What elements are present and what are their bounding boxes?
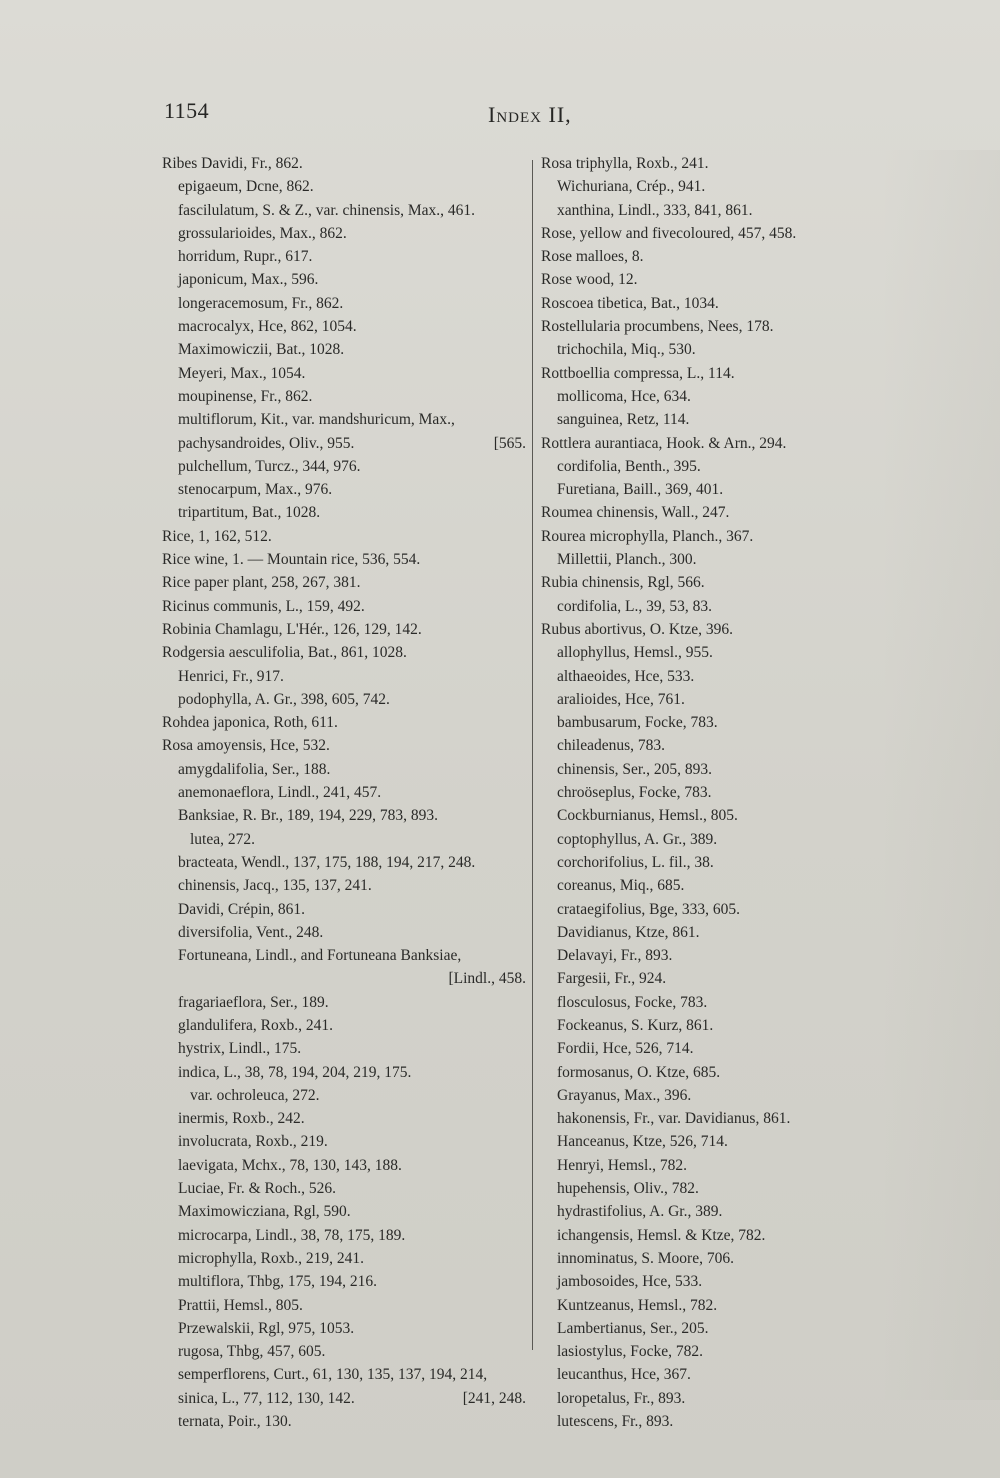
index-entry-text: Davidianus, Ktze, 861. [557, 923, 700, 941]
index-entry-text: microcarpa, Lindl., 38, 78, 175, 189. [178, 1226, 406, 1244]
index-entry [162, 362, 526, 385]
index-entry [541, 455, 871, 478]
index-entry-text: Luciae, Fr. & Roch., 526. [178, 1180, 336, 1198]
index-entry [162, 292, 526, 315]
index-entry-text: lutea, 272. [190, 830, 255, 848]
index-entry [541, 525, 871, 548]
index-entry [162, 1317, 526, 1340]
index-entry-text: ternata, Poir., 130. [178, 1413, 292, 1431]
index-entry-text: coreanus, Miq., 685. [557, 877, 685, 895]
index-entry-text: stenocarpum, Max., 976. [178, 481, 333, 499]
index-entry [541, 1107, 871, 1130]
index-entry [541, 1270, 871, 1293]
index-entry [541, 828, 871, 851]
index-entry [162, 385, 526, 408]
index-entry-text: anemonaeflora, Lindl., 241, 457. [178, 784, 382, 802]
index-entry [541, 781, 871, 804]
index-entry [541, 898, 871, 921]
index-entry-text: involucrata, Roxb., 219. [178, 1133, 328, 1151]
index-entry [162, 1294, 526, 1317]
index-entry-text: Maximowiczii, Bat., 1028. [178, 341, 345, 359]
index-entry-text: Meyeri, Max., 1054. [178, 364, 306, 382]
index-entry-text: Rottlera aurantiaca, Hook. & Arn., 294. [541, 434, 787, 452]
index-entry [162, 338, 526, 361]
index-entry [541, 268, 871, 291]
index-entry [541, 478, 871, 501]
index-entry [162, 571, 526, 594]
index-entry-text: multiflora, Thbg, 175, 194, 216. [178, 1273, 378, 1291]
index-entry-text: ichangensis, Hemsl. & Ktze, 782. [557, 1226, 766, 1244]
index-entry [541, 921, 871, 944]
index-entry-text: indica, L., 38, 78, 194, 204, 219, 175. [178, 1063, 412, 1081]
index-entry-text: Rose malloes, 8. [541, 248, 644, 266]
index-entry-text: jambosoides, Hce, 533. [557, 1273, 703, 1291]
index-entry-text: Millettii, Planch., 300. [557, 551, 697, 569]
index-entry-text: Henrici, Fr., 917. [178, 667, 284, 685]
index-entry-text: xanthina, Lindl., 333, 841, 861. [557, 201, 753, 219]
index-entry-text: tripartitum, Bat., 1028. [178, 504, 321, 522]
index-entry [541, 222, 871, 245]
index-entry [162, 315, 526, 338]
index-entry-text: rugosa, Thbg, 457, 605. [178, 1343, 326, 1361]
index-entry-text: formosanus, O. Ktze, 685. [557, 1063, 721, 1081]
index-entry-text: Ribes Davidi, Fr., 862. [162, 155, 303, 172]
index-entry [162, 665, 526, 688]
column-divider [532, 160, 533, 1350]
index-entry [541, 408, 871, 431]
index-entry-text: Rubus abortivus, O. Ktze, 396. [541, 620, 734, 638]
index-entry-text: laevigata, Mchx., 78, 130, 143, 188. [178, 1156, 402, 1174]
index-entry-text: macrocalyx, Hce, 862, 1054. [178, 318, 357, 336]
index-entry [162, 152, 526, 175]
index-entry [162, 711, 526, 734]
index-entry-text: coptophyllus, A. Gr., 389. [557, 830, 718, 848]
index-entry [541, 618, 871, 641]
index-entry-text: chinensis, Ser., 205, 893. [557, 760, 712, 778]
index-entry-text: cordifolia, L., 39, 53, 83. [557, 597, 712, 615]
index-entry-text: chinensis, Jacq., 135, 137, 241. [178, 877, 372, 895]
index-entry-text: Grayanus, Max., 396. [557, 1086, 692, 1104]
index-entry-text: sinica, L., 77, 112, 130, 142. [178, 1389, 355, 1407]
index-entry [541, 851, 871, 874]
index-entry [541, 1387, 871, 1410]
index-entry-text: Davidi, Crépin, 861. [178, 900, 305, 918]
index-entry [162, 455, 526, 478]
continuation-text: [241, 248. [462, 1389, 526, 1407]
index-entry [162, 1130, 526, 1153]
index-entry [541, 1224, 871, 1247]
index-entry-text: crataegifolius, Bge, 333, 605. [557, 900, 740, 918]
index-entry [162, 688, 526, 711]
index-entry-text: Rice paper plant, 258, 267, 381. [162, 574, 361, 592]
index-entry-text: Delavayi, Fr., 893. [557, 947, 673, 965]
index-entry [541, 548, 871, 571]
index-entry-text: inermis, Roxb., 242. [178, 1110, 305, 1128]
index-entry-text: flosculosus, Focke, 783. [557, 993, 708, 1011]
index-entry [162, 874, 526, 897]
index-entry-text: Rosa amoyensis, Hce, 532. [162, 737, 330, 755]
index-entry [162, 1247, 526, 1270]
index-entry [162, 734, 526, 757]
index-entry [541, 758, 871, 781]
index-entry-text: lutescens, Fr., 893. [557, 1413, 674, 1431]
index-entry [541, 338, 871, 361]
index-entry [162, 268, 526, 291]
index-entry-text: Rosa triphylla, Roxb., 241. [541, 155, 709, 172]
index-entry-text: var. ochroleuca, 272. [190, 1086, 320, 1104]
index-entry-text: Rice wine, 1. — Mountain rice, 536, 554. [162, 551, 421, 569]
index-entry [541, 501, 871, 524]
index-entry-text: fragariaeflora, Ser., 189. [178, 993, 329, 1011]
index-entry-text: fascilulatum, S. & Z., var. chinensis, Max., 461. [178, 201, 476, 219]
index-entry-text: Cockburnianus, Hemsl., 805. [557, 807, 738, 825]
index-entry-text: Roscoea tibetica, Bat., 1034. [541, 294, 719, 312]
index-entry-text: Przewalskii, Rgl, 975, 1053. [178, 1319, 355, 1337]
index-entry [541, 1363, 871, 1386]
index-entry [162, 921, 526, 944]
left-index-column [162, 152, 526, 1433]
index-entry [162, 828, 526, 851]
continuation-text: [Lindl., 458. [448, 970, 526, 988]
index-entry-text: Roumea chinensis, Wall., 247. [541, 504, 730, 522]
index-entry [162, 1200, 526, 1223]
index-entry [162, 1014, 526, 1037]
index-entry-text: leucanthus, Hce, 367. [557, 1366, 691, 1384]
index-entry [162, 1061, 526, 1084]
continuation-text: [565. [493, 434, 526, 452]
index-entry-text: loropetalus, Fr., 893. [557, 1389, 686, 1407]
index-entry-text: Rodgersia aesculifolia, Bat., 861, 1028. [162, 644, 407, 662]
index-entry-text: glandulifera, Roxb., 241. [178, 1016, 333, 1034]
index-entry-text: Fockeanus, S. Kurz, 861. [557, 1016, 714, 1034]
index-entry-text: Rice, 1, 162, 512. [162, 527, 272, 545]
index-entry [162, 595, 526, 618]
index-entry-text: hystrix, Lindl., 175. [178, 1040, 302, 1058]
index-entry [541, 1410, 871, 1433]
index-entry-text: Rottboellia compressa, L., 114. [541, 364, 735, 382]
index-entry-text: Kuntzeanus, Hemsl., 782. [557, 1296, 718, 1314]
bleed-through-shading [880, 150, 1000, 1400]
index-entry [541, 944, 871, 967]
index-entry [162, 641, 526, 664]
index-entry-text: microphylla, Roxb., 219, 241. [178, 1249, 364, 1267]
index-entry [541, 688, 871, 711]
index-entry-text: Furetiana, Baill., 369, 401. [557, 481, 724, 499]
index-entry-text: moupinense, Fr., 862. [178, 387, 313, 405]
index-entry [162, 525, 526, 548]
index-entry [162, 758, 526, 781]
index-entry [162, 199, 526, 222]
index-entry [162, 804, 526, 827]
index-entry [541, 1154, 871, 1177]
index-entry [541, 874, 871, 897]
index-entry [541, 734, 871, 757]
index-entry-text: sanguinea, Retz, 114. [557, 411, 690, 429]
index-entry-text: semperflorens, Curt., 61, 130, 135, 137, 194, 214, [178, 1366, 488, 1384]
index-entry [162, 501, 526, 524]
index-entry-text: bracteata, Wendl., 137, 175, 188, 194, 217, 248. [178, 853, 476, 871]
index-entry [162, 432, 526, 455]
index-entry [541, 1061, 871, 1084]
index-entry-text: Robinia Chamlagu, L'Hér., 126, 129, 142. [162, 620, 422, 638]
index-entry-text: Wichuriana, Crép., 941. [557, 178, 706, 196]
index-entry-text: Rose wood, 12. [541, 271, 638, 289]
index-entry-text: Fortuneana, Lindl., and Fortuneana Banksiae, [178, 947, 462, 965]
index-entry [541, 804, 871, 827]
index-entry [541, 1084, 871, 1107]
index-entry [162, 1107, 526, 1130]
index-entry-text: althaeoides, Hce, 533. [557, 667, 695, 685]
index-entry [162, 175, 526, 198]
index-entry-text: trichochila, Miq., 530. [557, 341, 696, 359]
index-entry [162, 1154, 526, 1177]
index-entry [162, 222, 526, 245]
index-entry [162, 1387, 526, 1410]
index-entry-text: Henryi, Hemsl., 782. [557, 1156, 688, 1174]
index-entry [162, 1270, 526, 1293]
index-entry-text: Hanceanus, Ktze, 526, 714. [557, 1133, 728, 1151]
right-index-column [541, 152, 871, 1433]
index-entry-text: hakonensis, Fr., var. Davidianus, 861. [557, 1110, 791, 1128]
index-entry-text: lasiostylus, Focke, 782. [557, 1343, 703, 1361]
index-entry-text: Rostellularia procumbens, Nees, 178. [541, 318, 774, 336]
index-entry [162, 781, 526, 804]
index-entry-text: Prattii, Hemsl., 805. [178, 1296, 303, 1314]
index-entry [162, 898, 526, 921]
index-entry [541, 245, 871, 268]
index-entry-text: cordifolia, Benth., 395. [557, 457, 701, 475]
index-entry [162, 1363, 526, 1386]
index-entry-text: Fargesii, Fr., 924. [557, 970, 667, 988]
index-entry [162, 1084, 526, 1107]
index-entry-text: bambusarum, Focke, 783. [557, 714, 718, 732]
index-entry [541, 1177, 871, 1200]
index-entry [162, 991, 526, 1014]
index-entry [162, 1340, 526, 1363]
index-entry-text: multiflorum, Kit., var. mandshuricum, Max., [178, 411, 455, 429]
index-entry-text: Rohdea japonica, Roth, 611. [162, 714, 338, 732]
index-entry-text: amygdalifolia, Ser., 188. [178, 760, 331, 778]
index-entry-text: Ricinus communis, L., 159, 492. [162, 597, 365, 615]
index-entry-text: epigaeum, Dcne, 862. [178, 178, 314, 196]
index-entry [541, 595, 871, 618]
index-entry-text: Fordii, Hce, 526, 714. [557, 1040, 694, 1058]
running-title: Index II, [488, 102, 572, 127]
index-entry [162, 967, 526, 990]
index-entry [162, 1410, 526, 1433]
index-entry [162, 408, 526, 431]
index-entry-text: Rose, yellow and fivecoloured, 457, 458. [541, 224, 797, 242]
index-entry [541, 1200, 871, 1223]
index-entry-text: chileadenus, 783. [557, 737, 666, 755]
index-entry [541, 1037, 871, 1060]
index-entry [541, 152, 871, 175]
index-entry-text: podophylla, A. Gr., 398, 605, 742. [178, 690, 390, 708]
index-entry [541, 1247, 871, 1270]
index-entry-text: innominatus, S. Moore, 706. [557, 1249, 734, 1267]
index-entry [541, 362, 871, 385]
index-entry-text: horridum, Rupr., 617. [178, 248, 313, 266]
index-entry [162, 618, 526, 641]
index-entry [541, 967, 871, 990]
index-entry [541, 665, 871, 688]
index-entry-text: allophyllus, Hemsl., 955. [557, 644, 713, 662]
index-entry [541, 385, 871, 408]
index-entry-text: mollicoma, Hce, 634. [557, 387, 691, 405]
index-entry [541, 1130, 871, 1153]
index-entry [162, 1224, 526, 1247]
index-entry-text: diversifolia, Vent., 248. [178, 923, 324, 941]
index-entry-text: aralioides, Hce, 761. [557, 690, 685, 708]
index-entry [162, 851, 526, 874]
index-entry-text: longeracemosum, Fr., 862. [178, 294, 344, 312]
index-entry-text: Banksiae, R. Br., 189, 194, 229, 783, 893. [178, 807, 439, 825]
index-entry [162, 1177, 526, 1200]
index-entry-text: Rourea microphylla, Planch., 367. [541, 527, 754, 545]
index-entry [541, 315, 871, 338]
index-entry [541, 199, 871, 222]
index-entry [541, 432, 871, 455]
index-entry-text: pachysandroides, Oliv., 955. [178, 434, 355, 452]
index-entry-text: hydrastifolius, A. Gr., 389. [557, 1203, 723, 1221]
index-entry [541, 1340, 871, 1363]
index-entry-text: corchorifolius, L. fil., 38. [557, 853, 714, 871]
index-entry [541, 1317, 871, 1340]
index-entry-text: grossularioides, Max., 862. [178, 224, 347, 242]
index-entry [162, 1037, 526, 1060]
index-entry-text: hupehensis, Oliv., 782. [557, 1180, 699, 1198]
index-entry [541, 1294, 871, 1317]
index-entry [541, 292, 871, 315]
index-entry [541, 571, 871, 594]
index-entry-text: Maximowicziana, Rgl, 590. [178, 1203, 351, 1221]
page-number: 1154 [164, 98, 210, 123]
index-entry-text: Lambertianus, Ser., 205. [557, 1319, 709, 1337]
index-entry [162, 944, 526, 967]
index-entry-text: pulchellum, Turcz., 344, 976. [178, 457, 361, 475]
index-entry [541, 711, 871, 734]
index-entry [541, 1014, 871, 1037]
index-entry [162, 548, 526, 571]
index-entry-text: Rubia chinensis, Rgl, 566. [541, 574, 705, 592]
index-entry [541, 641, 871, 664]
index-entry-text: chroöseplus, Focke, 783. [557, 784, 712, 802]
index-entry [162, 478, 526, 501]
index-entry [541, 175, 871, 198]
index-entry-text: japonicum, Max., 596. [178, 271, 319, 289]
index-entry [162, 245, 526, 268]
index-entry [541, 991, 871, 1014]
